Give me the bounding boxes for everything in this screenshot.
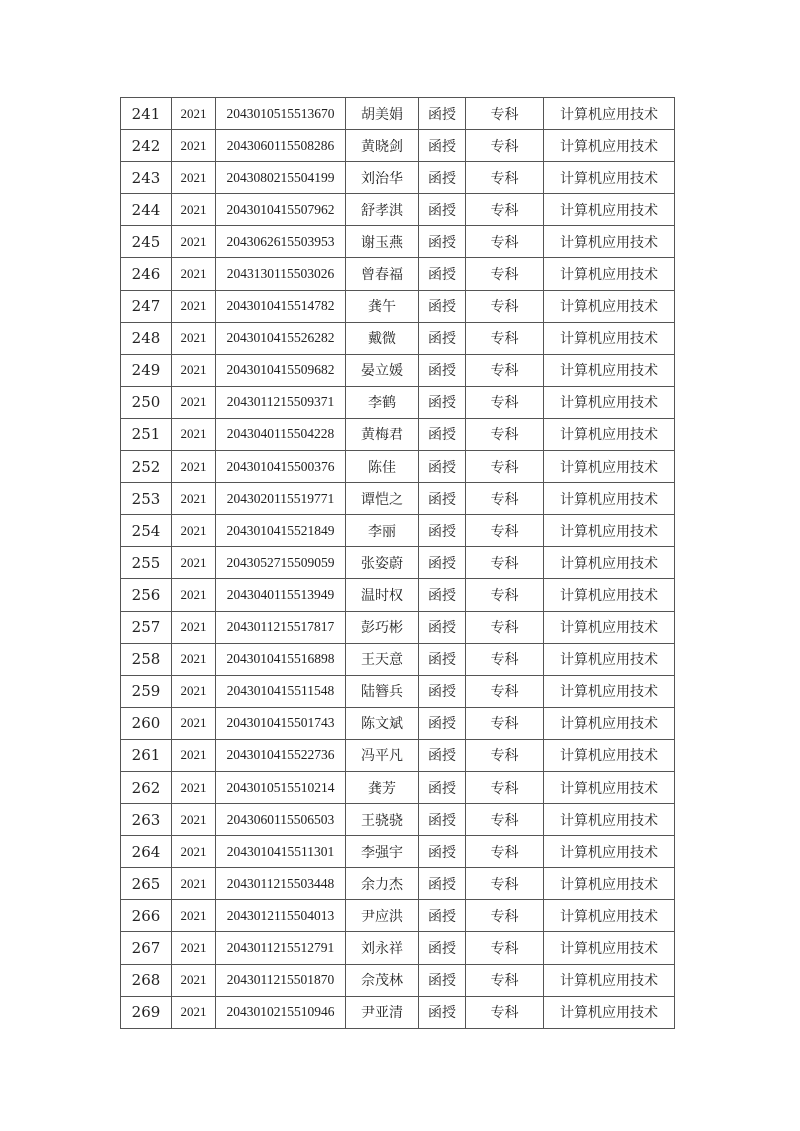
table-row [121, 707, 675, 739]
education-level-cell: 专科 [466, 130, 544, 162]
major-cell: 计算机应用技术 [544, 451, 675, 483]
education-level-cell: 专科 [466, 804, 544, 836]
study-mode-cell: 函授 [419, 515, 466, 547]
education-level-cell: 专科 [466, 611, 544, 643]
student-name-cell: 晏立媛 [346, 354, 419, 386]
row-number-cell: 246 [121, 258, 172, 290]
major-cell: 计算机应用技术 [544, 900, 675, 932]
study-mode-cell: 函授 [419, 996, 466, 1028]
student-id-cell: 2043011215509371 [216, 386, 346, 418]
row-number-cell: 259 [121, 675, 172, 707]
education-level-cell: 专科 [466, 515, 544, 547]
enrollment-year-cell: 2021 [172, 386, 216, 418]
row-number-cell: 250 [121, 386, 172, 418]
enrollment-year-cell: 2021 [172, 98, 216, 130]
enrollment-year-cell: 2021 [172, 996, 216, 1028]
study-mode-cell: 函授 [419, 964, 466, 996]
table-row [121, 483, 675, 515]
student-id-cell: 2043012115504013 [216, 900, 346, 932]
enrollment-year-cell: 2021 [172, 836, 216, 868]
education-level-cell: 专科 [466, 418, 544, 450]
row-number-cell: 247 [121, 290, 172, 322]
student-name-cell: 曾春福 [346, 258, 419, 290]
student-name-cell: 刘治华 [346, 162, 419, 194]
student-name-cell: 彭巧彬 [346, 611, 419, 643]
row-number-cell: 256 [121, 579, 172, 611]
major-cell: 计算机应用技术 [544, 771, 675, 803]
table-row [121, 354, 675, 386]
study-mode-cell: 函授 [419, 771, 466, 803]
student-id-cell: 2043010415526282 [216, 322, 346, 354]
study-mode-cell: 函授 [419, 354, 466, 386]
study-mode-cell: 函授 [419, 290, 466, 322]
education-level-cell: 专科 [466, 675, 544, 707]
major-cell: 计算机应用技术 [544, 322, 675, 354]
major-cell: 计算机应用技术 [544, 226, 675, 258]
study-mode-cell: 函授 [419, 739, 466, 771]
table-row [121, 290, 675, 322]
row-number-cell: 262 [121, 771, 172, 803]
student-list-table [120, 97, 675, 1029]
major-cell: 计算机应用技术 [544, 868, 675, 900]
education-level-cell: 专科 [466, 868, 544, 900]
enrollment-year-cell: 2021 [172, 290, 216, 322]
student-name-cell: 刘永祥 [346, 932, 419, 964]
major-cell: 计算机应用技术 [544, 194, 675, 226]
education-level-cell: 专科 [466, 451, 544, 483]
education-level-cell: 专科 [466, 354, 544, 386]
student-name-cell: 谢玉燕 [346, 226, 419, 258]
major-cell: 计算机应用技术 [544, 258, 675, 290]
student-name-cell: 李鹤 [346, 386, 419, 418]
row-number-cell: 248 [121, 322, 172, 354]
student-id-cell: 2043020115519771 [216, 483, 346, 515]
education-level-cell: 专科 [466, 643, 544, 675]
table-row [121, 322, 675, 354]
education-level-cell: 专科 [466, 226, 544, 258]
table-row [121, 579, 675, 611]
row-number-cell: 258 [121, 643, 172, 675]
table-row [121, 643, 675, 675]
education-level-cell: 专科 [466, 322, 544, 354]
student-id-cell: 2043080215504199 [216, 162, 346, 194]
education-level-cell: 专科 [466, 964, 544, 996]
enrollment-year-cell: 2021 [172, 451, 216, 483]
study-mode-cell: 函授 [419, 162, 466, 194]
enrollment-year-cell: 2021 [172, 418, 216, 450]
study-mode-cell: 函授 [419, 675, 466, 707]
enrollment-year-cell: 2021 [172, 354, 216, 386]
enrollment-year-cell: 2021 [172, 932, 216, 964]
student-name-cell: 王骁骁 [346, 804, 419, 836]
enrollment-year-cell: 2021 [172, 675, 216, 707]
education-level-cell: 专科 [466, 194, 544, 226]
row-number-cell: 253 [121, 483, 172, 515]
enrollment-year-cell: 2021 [172, 226, 216, 258]
row-number-cell: 255 [121, 547, 172, 579]
row-number-cell: 260 [121, 707, 172, 739]
major-cell: 计算机应用技术 [544, 804, 675, 836]
row-number-cell: 268 [121, 964, 172, 996]
student-name-cell: 佘茂林 [346, 964, 419, 996]
table-row [121, 386, 675, 418]
student-name-cell: 胡美娟 [346, 98, 419, 130]
table-row [121, 771, 675, 803]
education-level-cell: 专科 [466, 162, 544, 194]
enrollment-year-cell: 2021 [172, 868, 216, 900]
student-name-cell: 陆簪兵 [346, 675, 419, 707]
major-cell: 计算机应用技术 [544, 707, 675, 739]
table-row [121, 804, 675, 836]
major-cell: 计算机应用技术 [544, 932, 675, 964]
student-id-cell: 2043010415511301 [216, 836, 346, 868]
table-row [121, 98, 675, 130]
student-id-cell: 2043040115504228 [216, 418, 346, 450]
student-name-cell: 谭恺之 [346, 483, 419, 515]
major-cell: 计算机应用技术 [544, 418, 675, 450]
major-cell: 计算机应用技术 [544, 483, 675, 515]
row-number-cell: 241 [121, 98, 172, 130]
student-name-cell: 冯平凡 [346, 739, 419, 771]
education-level-cell: 专科 [466, 98, 544, 130]
major-cell: 计算机应用技术 [544, 162, 675, 194]
student-id-cell: 2043062615503953 [216, 226, 346, 258]
table-row [121, 739, 675, 771]
student-name-cell: 余力杰 [346, 868, 419, 900]
major-cell: 计算机应用技术 [544, 290, 675, 322]
study-mode-cell: 函授 [419, 804, 466, 836]
student-id-cell: 2043010515510214 [216, 771, 346, 803]
student-id-cell: 2043130115503026 [216, 258, 346, 290]
student-id-cell: 2043010515513670 [216, 98, 346, 130]
enrollment-year-cell: 2021 [172, 515, 216, 547]
education-level-cell: 专科 [466, 900, 544, 932]
major-cell: 计算机应用技术 [544, 547, 675, 579]
row-number-cell: 263 [121, 804, 172, 836]
table-row [121, 451, 675, 483]
study-mode-cell: 函授 [419, 868, 466, 900]
study-mode-cell: 函授 [419, 258, 466, 290]
row-number-cell: 261 [121, 739, 172, 771]
study-mode-cell: 函授 [419, 386, 466, 418]
row-number-cell: 249 [121, 354, 172, 386]
row-number-cell: 251 [121, 418, 172, 450]
study-mode-cell: 函授 [419, 322, 466, 354]
student-id-cell: 2043011215501870 [216, 964, 346, 996]
major-cell: 计算机应用技术 [544, 996, 675, 1028]
table-row [121, 675, 675, 707]
table-row [121, 900, 675, 932]
major-cell: 计算机应用技术 [544, 515, 675, 547]
student-id-cell: 2043010415507962 [216, 194, 346, 226]
study-mode-cell: 函授 [419, 418, 466, 450]
enrollment-year-cell: 2021 [172, 194, 216, 226]
enrollment-year-cell: 2021 [172, 547, 216, 579]
student-name-cell: 王天意 [346, 643, 419, 675]
row-number-cell: 265 [121, 868, 172, 900]
row-number-cell: 254 [121, 515, 172, 547]
table-row [121, 226, 675, 258]
student-id-cell: 2043010415521849 [216, 515, 346, 547]
student-id-cell: 2043060115506503 [216, 804, 346, 836]
student-id-cell: 2043052715509059 [216, 547, 346, 579]
study-mode-cell: 函授 [419, 932, 466, 964]
student-name-cell: 戴微 [346, 322, 419, 354]
study-mode-cell: 函授 [419, 707, 466, 739]
study-mode-cell: 函授 [419, 194, 466, 226]
education-level-cell: 专科 [466, 290, 544, 322]
enrollment-year-cell: 2021 [172, 739, 216, 771]
student-id-cell: 2043010215510946 [216, 996, 346, 1028]
enrollment-year-cell: 2021 [172, 322, 216, 354]
study-mode-cell: 函授 [419, 611, 466, 643]
major-cell: 计算机应用技术 [544, 643, 675, 675]
major-cell: 计算机应用技术 [544, 964, 675, 996]
major-cell: 计算机应用技术 [544, 354, 675, 386]
row-number-cell: 267 [121, 932, 172, 964]
major-cell: 计算机应用技术 [544, 579, 675, 611]
row-number-cell: 245 [121, 226, 172, 258]
student-name-cell: 黄梅君 [346, 418, 419, 450]
enrollment-year-cell: 2021 [172, 162, 216, 194]
enrollment-year-cell: 2021 [172, 707, 216, 739]
table-row [121, 258, 675, 290]
education-level-cell: 专科 [466, 386, 544, 418]
table-row [121, 162, 675, 194]
education-level-cell: 专科 [466, 771, 544, 803]
row-number-cell: 244 [121, 194, 172, 226]
row-number-cell: 257 [121, 611, 172, 643]
enrollment-year-cell: 2021 [172, 771, 216, 803]
student-name-cell: 温时权 [346, 579, 419, 611]
table-row [121, 611, 675, 643]
student-name-cell: 尹亚清 [346, 996, 419, 1028]
student-id-cell: 2043010415501743 [216, 707, 346, 739]
study-mode-cell: 函授 [419, 98, 466, 130]
table-body [121, 98, 675, 1029]
enrollment-year-cell: 2021 [172, 643, 216, 675]
enrollment-year-cell: 2021 [172, 611, 216, 643]
student-id-cell: 2043010415500376 [216, 451, 346, 483]
student-id-cell: 2043010415516898 [216, 643, 346, 675]
row-number-cell: 269 [121, 996, 172, 1028]
study-mode-cell: 函授 [419, 226, 466, 258]
education-level-cell: 专科 [466, 739, 544, 771]
study-mode-cell: 函授 [419, 643, 466, 675]
table-row [121, 418, 675, 450]
education-level-cell: 专科 [466, 932, 544, 964]
table-row [121, 515, 675, 547]
student-id-cell: 2043011215503448 [216, 868, 346, 900]
row-number-cell: 264 [121, 836, 172, 868]
table-row [121, 194, 675, 226]
student-id-cell: 2043011215517817 [216, 611, 346, 643]
student-name-cell: 龚午 [346, 290, 419, 322]
student-id-cell: 2043040115513949 [216, 579, 346, 611]
enrollment-year-cell: 2021 [172, 483, 216, 515]
table-row [121, 547, 675, 579]
education-level-cell: 专科 [466, 579, 544, 611]
enrollment-year-cell: 2021 [172, 258, 216, 290]
table-row [121, 868, 675, 900]
education-level-cell: 专科 [466, 483, 544, 515]
student-name-cell: 尹应洪 [346, 900, 419, 932]
major-cell: 计算机应用技术 [544, 611, 675, 643]
student-id-cell: 2043011215512791 [216, 932, 346, 964]
study-mode-cell: 函授 [419, 547, 466, 579]
education-level-cell: 专科 [466, 707, 544, 739]
education-level-cell: 专科 [466, 258, 544, 290]
study-mode-cell: 函授 [419, 836, 466, 868]
row-number-cell: 252 [121, 451, 172, 483]
student-name-cell: 张姿蔚 [346, 547, 419, 579]
table-row [121, 996, 675, 1028]
student-id-cell: 2043010415522736 [216, 739, 346, 771]
row-number-cell: 243 [121, 162, 172, 194]
study-mode-cell: 函授 [419, 451, 466, 483]
study-mode-cell: 函授 [419, 900, 466, 932]
student-name-cell: 李强宇 [346, 836, 419, 868]
student-id-cell: 2043010415509682 [216, 354, 346, 386]
row-number-cell: 266 [121, 900, 172, 932]
enrollment-year-cell: 2021 [172, 579, 216, 611]
study-mode-cell: 函授 [419, 483, 466, 515]
table-row [121, 932, 675, 964]
enrollment-year-cell: 2021 [172, 964, 216, 996]
enrollment-year-cell: 2021 [172, 130, 216, 162]
major-cell: 计算机应用技术 [544, 130, 675, 162]
study-mode-cell: 函授 [419, 130, 466, 162]
table-row [121, 964, 675, 996]
table-row [121, 836, 675, 868]
major-cell: 计算机应用技术 [544, 675, 675, 707]
major-cell: 计算机应用技术 [544, 386, 675, 418]
study-mode-cell: 函授 [419, 579, 466, 611]
enrollment-year-cell: 2021 [172, 900, 216, 932]
education-level-cell: 专科 [466, 547, 544, 579]
major-cell: 计算机应用技术 [544, 739, 675, 771]
student-name-cell: 舒孝淇 [346, 194, 419, 226]
student-name-cell: 陈佳 [346, 451, 419, 483]
student-id-cell: 2043010415511548 [216, 675, 346, 707]
student-id-cell: 2043060115508286 [216, 130, 346, 162]
student-name-cell: 李丽 [346, 515, 419, 547]
student-name-cell: 陈文斌 [346, 707, 419, 739]
student-id-cell: 2043010415514782 [216, 290, 346, 322]
enrollment-year-cell: 2021 [172, 804, 216, 836]
table-row [121, 130, 675, 162]
education-level-cell: 专科 [466, 836, 544, 868]
major-cell: 计算机应用技术 [544, 836, 675, 868]
row-number-cell: 242 [121, 130, 172, 162]
student-name-cell: 龚芳 [346, 771, 419, 803]
major-cell: 计算机应用技术 [544, 98, 675, 130]
education-level-cell: 专科 [466, 996, 544, 1028]
student-name-cell: 黄晓剑 [346, 130, 419, 162]
